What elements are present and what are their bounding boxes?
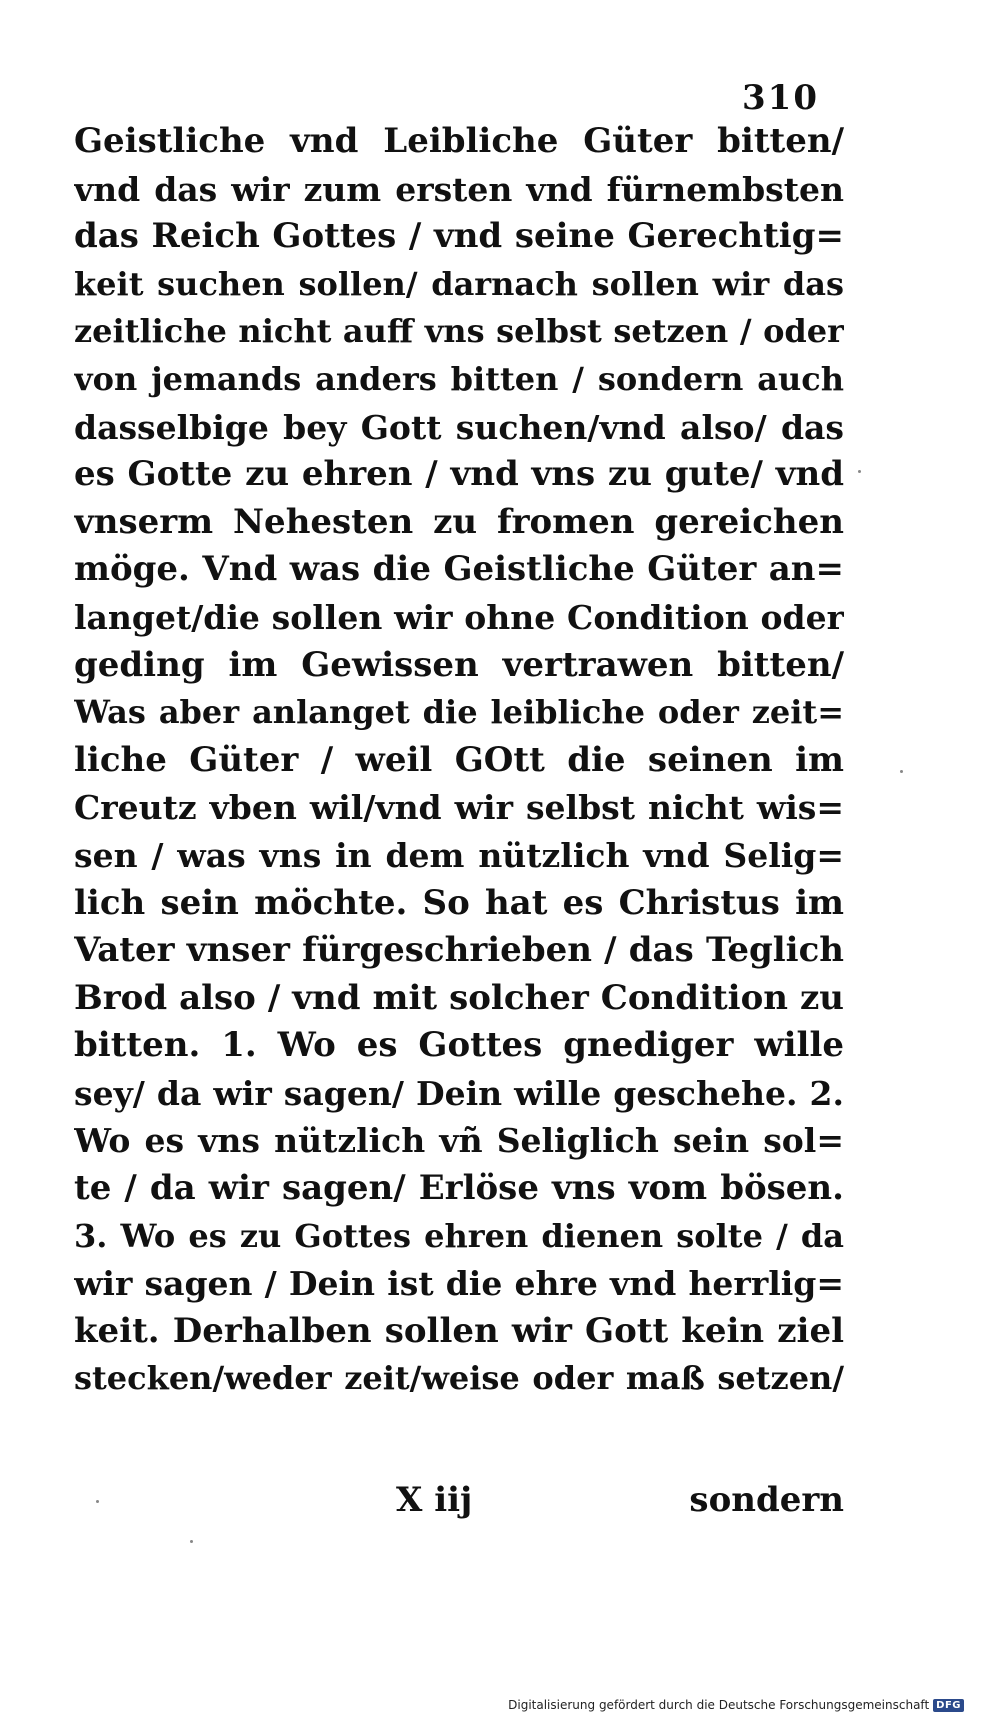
text-line: dasselbige bey Gott suchen/vnd also/ das — [74, 407, 844, 447]
paper-speck — [96, 1500, 99, 1503]
text-line: Vater vnser fürgeschrieben / das Teglich — [74, 930, 844, 971]
paper-speck — [900, 770, 903, 773]
text-line: möge. Vnd was die Geistliche Güter an= — [74, 549, 844, 590]
catch-row — [74, 1475, 844, 1525]
text-line: vnd das wir zum ersten vnd fürnembsten — [74, 169, 844, 209]
text-line: zeitliche nicht auff vns selbst setzen / oder — [74, 312, 844, 351]
text-line: lich sein möchte. So hat es Christus im — [74, 882, 844, 923]
text-line: Creutz vben wil/vnd wir selbst nicht wis= — [74, 788, 844, 828]
page-number: 310 — [742, 78, 819, 118]
text-line: sen / was vns in dem nützlich vnd Selig= — [74, 835, 844, 875]
text-line: sey/ da wir sagen/ Dein wille geschehe. 2. — [74, 1073, 844, 1113]
paper-speck — [858, 470, 861, 473]
text-line: liche Güter / weil GOtt die seinen im — [74, 739, 844, 780]
text-line: Wo es vns nützlich vñ Seliglich sein sol= — [74, 1121, 844, 1161]
text-line: keit suchen sollen/ darnach sollen wir das — [74, 264, 844, 303]
text-line: es Gotte zu ehren / vnd vns zu gute/ vnd — [74, 454, 844, 495]
dfg-logo-icon: DFG — [933, 1699, 964, 1712]
text-line: stecken/weder zeit/weise oder maß setzen/ — [74, 1359, 844, 1398]
signature-mark: X iij — [396, 1480, 473, 1520]
text-line: das Reich Gottes / vnd seine Gerechtig= — [74, 216, 844, 257]
text-line: keit. Derhalben sollen wir Gott kein ziel — [74, 1310, 844, 1351]
catchword: sondern — [689, 1480, 844, 1520]
text-line: langet/die sollen wir ohne Condition oder — [74, 597, 844, 637]
footer-credit — [508, 1698, 964, 1712]
text-line: vnserm Nehesten zu fromen gereichen — [74, 501, 844, 542]
text-line: Brod also / vnd mit solcher Condition zu — [74, 977, 844, 1018]
paper-speck — [190, 1540, 193, 1543]
funding-note: Digitalisierung gefördert durch die Deutsche Forschungsgemeinschaft — [508, 1698, 930, 1712]
text-line: geding im Gewissen vertrawen bitten/ — [74, 644, 844, 685]
text-line: von jemands anders bitten / sondern auch — [74, 359, 844, 398]
text-line: wir sagen / Dein ist die ehre vnd herrlig= — [74, 1264, 844, 1304]
text-line: 3. Wo es zu Gottes ehren dienen solte / da — [74, 1216, 844, 1255]
text-line: te / da wir sagen/ Erlöse vns vom bösen. — [74, 1168, 844, 1209]
text-line: Was aber anlanget die leibliche oder zeit= — [74, 693, 844, 732]
text-line: Geistliche vnd Leibliche Güter bitten/ — [74, 121, 844, 161]
body-text — [74, 118, 844, 1403]
text-line: bitten. 1. Wo es Gottes gnediger wille — [74, 1025, 844, 1066]
